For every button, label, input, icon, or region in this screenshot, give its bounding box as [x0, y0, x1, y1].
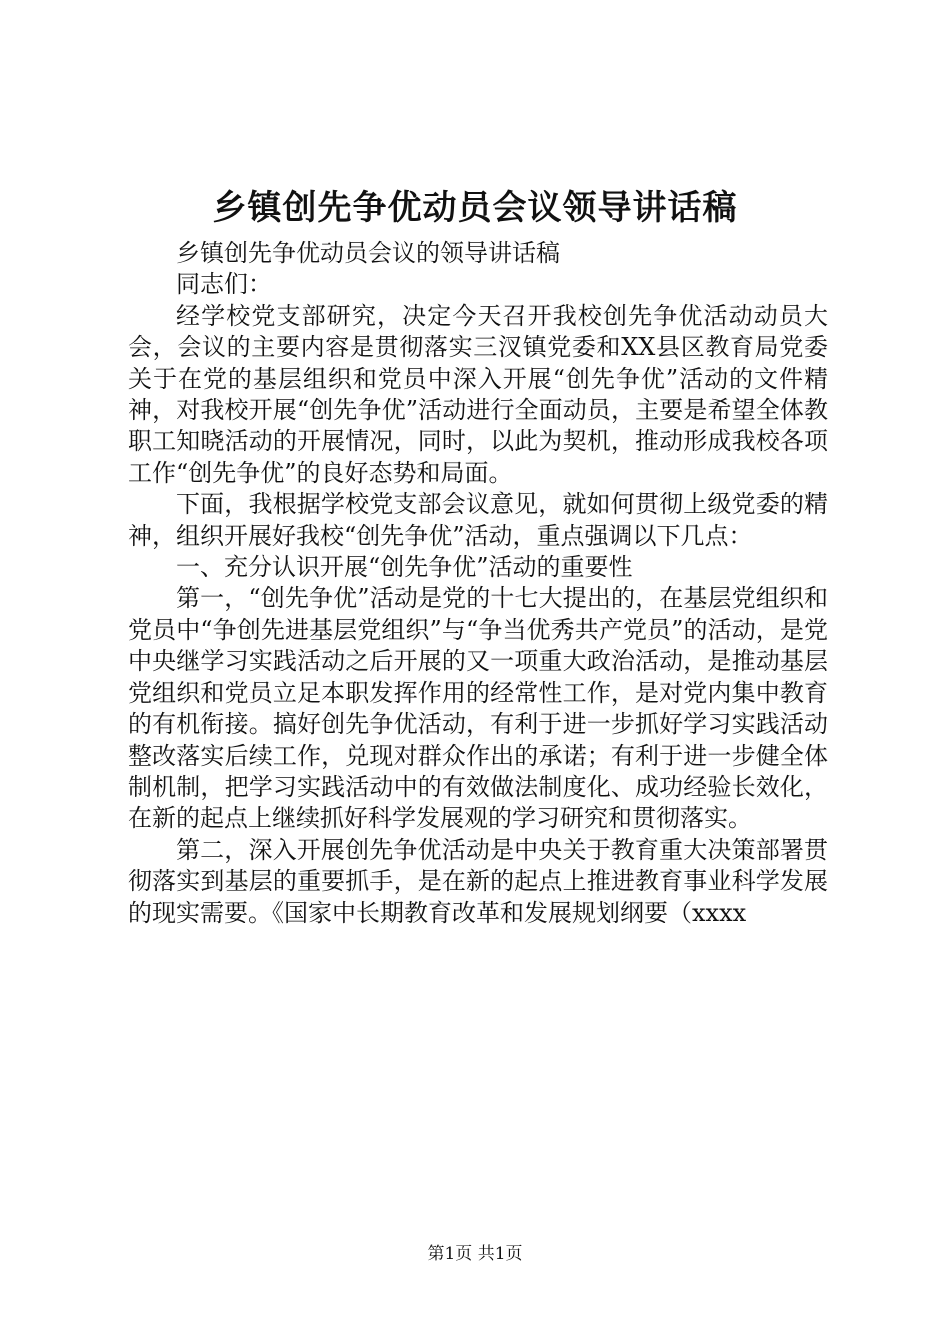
body-paragraph: 第一，“创先争优”活动是党的十七大提出的，在基层党组织和党员中“争创先进基层党组织”与“争当优秀共产党员”的活动，是党中央继学习实践活动之后开展的又一项重大政治活动，是推动基层党组织和党员立足本职发挥作用的经常性工作，是对党内集中教育的有机衔接。搞好创先争优活动，有利于进一步抓好学习实践活动整改落实后续工作，兑现对群众作出的承诺；有利于进一步健全体制机制，把学习实践活动中的有效做法制度化、成功经验长效化，在新的起点上继续抓好科学发展观的学习研究和贯彻落实。 [128, 584, 828, 833]
page-footer: 第1页 共1页 [427, 1244, 523, 1264]
document-title: 乡镇创先争优动员会议领导讲话稿 [212, 188, 738, 228]
body-paragraph: 第二，深入开展创先争优活动是中央关于教育重大决策部署贯彻落实到基层的重要抓手，是在新的起点上推进教育事业科学发展的现实需要。《国家中长期教育改革和发展规划纲要（xxxx [128, 835, 828, 927]
subtitle-paragraph: 乡镇创先争优动员会议的领导讲话稿 [176, 239, 560, 267]
section-heading: 一、充分认识开展“创先争优”活动的重要性 [176, 553, 633, 582]
body-paragraph: 经学校党支部研究，决定今天召开我校创先争优活动动员大会，会议的主要内容是贯彻落实三汊镇党委和XX县区教育局党委关于在党的基层组织和党员中深入开展“创先争优”活动的文件精神，对我校开展“创先争优”活动进行全面动员，主要是希望全体教职工知晓活动的开展情况，同时，以此为契机，推动形成我校各项工作“创先争优”的良好态势和局面。 [128, 301, 828, 487]
salutation-paragraph: 同志们： [176, 270, 272, 299]
body-paragraph: 下面，我根据学校党支部会议意见，就如何贯彻上级党委的精神，组织开展好我校“创先争优”活动，重点强调以下几点： [128, 490, 828, 550]
document-body [128, 238, 828, 929]
